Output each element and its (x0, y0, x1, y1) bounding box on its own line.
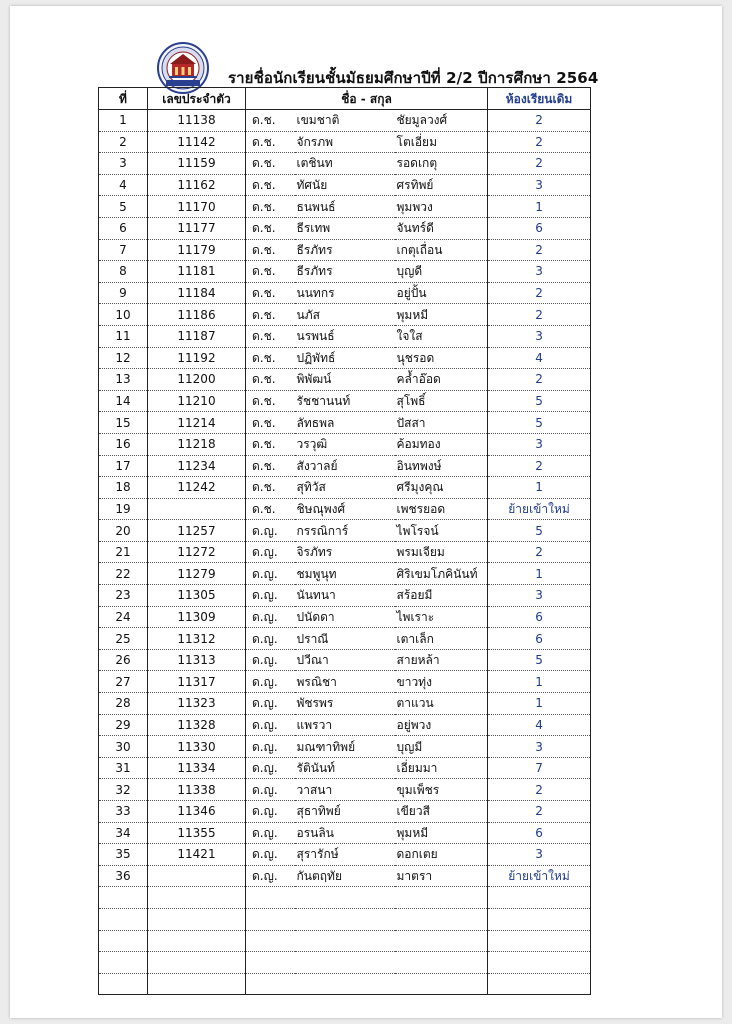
document-title: รายชื่อนักเรียนชั้นมัธยมศึกษาปีที่ 2/2 ปีการศึกษา 2564 (228, 69, 599, 87)
last-name: คล้ำอ๊อด (395, 369, 488, 391)
name-prefix: ด.ญ. (246, 671, 295, 693)
table-row (99, 261, 591, 283)
student-id (148, 887, 246, 909)
name-prefix (246, 908, 295, 930)
table-row (99, 779, 591, 801)
first-name: กรรณิการ์ (295, 520, 395, 542)
name-prefix: ด.ช. (246, 217, 295, 239)
first-name: อรนลิน (295, 822, 395, 844)
table-row (99, 347, 591, 369)
student-id: 11187 (148, 325, 246, 347)
last-name: รอดเกตุ (395, 153, 488, 175)
first-name: จิรภัทร (295, 541, 395, 563)
last-name: มาตรา (395, 865, 488, 887)
student-id: 11186 (148, 304, 246, 326)
name-prefix: ด.ญ. (246, 757, 295, 779)
last-name: ศิริเขมโภคินันท์ (395, 563, 488, 585)
row-number: 16 (99, 433, 148, 455)
last-name: ปัสสา (395, 412, 488, 434)
row-number: 13 (99, 369, 148, 391)
previous-room: 3 (488, 261, 591, 283)
previous-room: 1 (488, 563, 591, 585)
row-number (99, 952, 148, 974)
table-row (99, 153, 591, 175)
row-number: 3 (99, 153, 148, 175)
last-name: นุชรอด (395, 347, 488, 369)
first-name: พัชรพร (295, 693, 395, 715)
table-row (99, 433, 591, 455)
previous-room: 2 (488, 282, 591, 304)
last-name: พุมหมี (395, 822, 488, 844)
last-name: อยู่พวง (395, 714, 488, 736)
row-number (99, 887, 148, 909)
table-row (99, 649, 591, 671)
student-id (148, 908, 246, 930)
student-id: 11210 (148, 390, 246, 412)
last-name (395, 973, 488, 995)
row-number (99, 908, 148, 930)
row-number (99, 973, 148, 995)
table-row (99, 520, 591, 542)
header-student-id: เลขประจำตัว (148, 88, 246, 110)
first-name: เตชินท (295, 153, 395, 175)
row-number: 2 (99, 131, 148, 153)
name-prefix: ด.ญ. (246, 628, 295, 650)
previous-room: 2 (488, 304, 591, 326)
last-name: ดอกเตย (395, 844, 488, 866)
name-prefix: ด.ช. (246, 390, 295, 412)
last-name: ศรีมุงคุณ (395, 477, 488, 499)
student-id: 11330 (148, 736, 246, 758)
name-prefix: ด.ช. (246, 261, 295, 283)
student-id: 11355 (148, 822, 246, 844)
first-name: นันทนา (295, 585, 395, 607)
student-id: 11214 (148, 412, 246, 434)
header-no: ที่ (99, 88, 148, 110)
last-name: ตาแวน (395, 693, 488, 715)
student-id: 11184 (148, 282, 246, 304)
student-id: 11279 (148, 563, 246, 585)
first-name: สุรารักษ์ (295, 844, 395, 866)
first-name: นนทกร (295, 282, 395, 304)
previous-room: 4 (488, 714, 591, 736)
name-prefix: ด.ญ. (246, 736, 295, 758)
name-prefix: ด.ช. (246, 477, 295, 499)
first-name: เขมชาติ (295, 110, 395, 132)
last-name: ไพโรจน์ (395, 520, 488, 542)
table-row (99, 952, 591, 974)
first-name: วาสนา (295, 779, 395, 801)
row-number: 35 (99, 844, 148, 866)
first-name: ธีรเทพ (295, 217, 395, 239)
student-id: 11159 (148, 153, 246, 175)
row-number: 20 (99, 520, 148, 542)
row-number: 9 (99, 282, 148, 304)
row-number: 8 (99, 261, 148, 283)
student-id: 11162 (148, 174, 246, 196)
table-row (99, 325, 591, 347)
row-number: 25 (99, 628, 148, 650)
student-id: 11317 (148, 671, 246, 693)
last-name: สร้อยมี (395, 585, 488, 607)
header-room: ห้องเรียนเดิม (488, 88, 591, 110)
table-row (99, 844, 591, 866)
student-id (148, 973, 246, 995)
name-prefix (246, 930, 295, 952)
last-name: โตเอี่ยม (395, 131, 488, 153)
previous-room (488, 973, 591, 995)
name-prefix (246, 952, 295, 974)
previous-room (488, 887, 591, 909)
row-number: 1 (99, 110, 148, 132)
table-row (99, 973, 591, 995)
last-name: พุมหมี (395, 304, 488, 326)
table-row (99, 736, 591, 758)
name-prefix: ด.ช. (246, 325, 295, 347)
last-name: พรมเจียม (395, 541, 488, 563)
table-row (99, 304, 591, 326)
table-row (99, 477, 591, 499)
student-id: 11170 (148, 196, 246, 218)
table-row (99, 541, 591, 563)
last-name: ใจใส (395, 325, 488, 347)
table-row (99, 412, 591, 434)
name-prefix: ด.ช. (246, 239, 295, 261)
last-name (395, 908, 488, 930)
last-name: บุญมี (395, 736, 488, 758)
name-prefix: ด.ญ. (246, 520, 295, 542)
student-id: 11257 (148, 520, 246, 542)
previous-room (488, 908, 591, 930)
name-prefix: ด.ญ. (246, 822, 295, 844)
row-number: 14 (99, 390, 148, 412)
first-name: นภัส (295, 304, 395, 326)
row-number: 11 (99, 325, 148, 347)
student-id: 11272 (148, 541, 246, 563)
row-number: 23 (99, 585, 148, 607)
row-number: 19 (99, 498, 148, 520)
name-prefix (246, 973, 295, 995)
table-row (99, 606, 591, 628)
name-prefix: ด.ช. (246, 498, 295, 520)
name-prefix: ด.ญ. (246, 779, 295, 801)
name-prefix: ด.ญ. (246, 844, 295, 866)
previous-room: 5 (488, 520, 591, 542)
row-number: 21 (99, 541, 148, 563)
previous-room: 1 (488, 477, 591, 499)
previous-room: 3 (488, 325, 591, 347)
table-row (99, 714, 591, 736)
row-number: 28 (99, 693, 148, 715)
name-prefix: ด.ช. (246, 304, 295, 326)
previous-room: 3 (488, 736, 591, 758)
first-name (295, 930, 395, 952)
name-prefix: ด.ช. (246, 433, 295, 455)
row-number: 12 (99, 347, 148, 369)
student-id (148, 930, 246, 952)
table-row (99, 239, 591, 261)
first-name: พิพัฒน์ (295, 369, 395, 391)
table-row (99, 131, 591, 153)
name-prefix: ด.ญ. (246, 563, 295, 585)
name-prefix: ด.ญ. (246, 693, 295, 715)
last-name: อินทพงษ์ (395, 455, 488, 477)
row-number: 24 (99, 606, 148, 628)
name-prefix: ด.ญ. (246, 649, 295, 671)
first-name: รัชชานนท์ (295, 390, 395, 412)
student-id: 11421 (148, 844, 246, 866)
student-id: 11305 (148, 585, 246, 607)
table-row (99, 390, 591, 412)
first-name: แพรวา (295, 714, 395, 736)
student-id: 11346 (148, 801, 246, 823)
table-row (99, 455, 591, 477)
row-number: 5 (99, 196, 148, 218)
name-prefix: ด.ช. (246, 153, 295, 175)
name-prefix: ด.ช. (246, 110, 295, 132)
last-name: เตาเล็ก (395, 628, 488, 650)
student-id: 11338 (148, 779, 246, 801)
student-id: 11242 (148, 477, 246, 499)
previous-room: 3 (488, 844, 591, 866)
name-prefix: ด.ญ. (246, 714, 295, 736)
first-name (295, 973, 395, 995)
student-id: 11138 (148, 110, 246, 132)
first-name: วรวุฒิ (295, 433, 395, 455)
previous-room: 2 (488, 369, 591, 391)
table-row (99, 822, 591, 844)
previous-room: 2 (488, 153, 591, 175)
last-name: ศรทิพย์ (395, 174, 488, 196)
last-name: ไพเราะ (395, 606, 488, 628)
student-id: 11200 (148, 369, 246, 391)
previous-room: 6 (488, 217, 591, 239)
first-name: ธนพนธ์ (295, 196, 395, 218)
student-id: 11323 (148, 693, 246, 715)
previous-room: 1 (488, 196, 591, 218)
table-row (99, 217, 591, 239)
name-prefix: ด.ญ. (246, 585, 295, 607)
header-name: ชื่อ - สกุล (246, 88, 488, 110)
row-number: 15 (99, 412, 148, 434)
row-number: 17 (99, 455, 148, 477)
first-name: พรณิชา (295, 671, 395, 693)
table-row (99, 693, 591, 715)
name-prefix (246, 887, 295, 909)
name-prefix: ด.ช. (246, 455, 295, 477)
name-prefix: ด.ญ. (246, 606, 295, 628)
table-row (99, 282, 591, 304)
first-name: ชิษณุพงศ์ (295, 498, 395, 520)
previous-room: 2 (488, 239, 591, 261)
table-row (99, 585, 591, 607)
first-name: ทัศนัย (295, 174, 395, 196)
previous-room: 1 (488, 671, 591, 693)
student-id (148, 952, 246, 974)
student-id: 11328 (148, 714, 246, 736)
row-number (99, 930, 148, 952)
previous-room: 2 (488, 131, 591, 153)
previous-room: 5 (488, 412, 591, 434)
row-number: 29 (99, 714, 148, 736)
first-name: จักรภพ (295, 131, 395, 153)
previous-room: 5 (488, 390, 591, 412)
student-id: 11142 (148, 131, 246, 153)
table-row (99, 671, 591, 693)
name-prefix: ด.ญ. (246, 865, 295, 887)
previous-room: 3 (488, 174, 591, 196)
first-name: ปวีณา (295, 649, 395, 671)
first-name: รัตินันท์ (295, 757, 395, 779)
row-number: 6 (99, 217, 148, 239)
first-name (295, 952, 395, 974)
previous-room (488, 930, 591, 952)
previous-room: 2 (488, 110, 591, 132)
table-body (99, 110, 591, 995)
last-name: ขุมเพ็ชร (395, 779, 488, 801)
previous-room: 1 (488, 693, 591, 715)
previous-room: 6 (488, 606, 591, 628)
row-number: 33 (99, 801, 148, 823)
table-row (99, 930, 591, 952)
previous-room: ย้ายเข้าใหม่ (488, 865, 591, 887)
previous-room: ย้ายเข้าใหม่ (488, 498, 591, 520)
last-name (395, 930, 488, 952)
name-prefix: ด.ช. (246, 174, 295, 196)
last-name: บุญดี (395, 261, 488, 283)
last-name: สายหล้า (395, 649, 488, 671)
table-row (99, 174, 591, 196)
first-name: กันตฤทัย (295, 865, 395, 887)
table-row (99, 110, 591, 132)
last-name: เกตุเถื่อน (395, 239, 488, 261)
last-name: พุมพวง (395, 196, 488, 218)
first-name: นรพนธ์ (295, 325, 395, 347)
table-row (99, 196, 591, 218)
first-name (295, 887, 395, 909)
first-name: ธีรภัทร (295, 239, 395, 261)
student-id: 11309 (148, 606, 246, 628)
table-row (99, 498, 591, 520)
first-name: ลัทธพล (295, 412, 395, 434)
student-id: 11179 (148, 239, 246, 261)
last-name: ค้อมทอง (395, 433, 488, 455)
first-name: สุธาทิพย์ (295, 801, 395, 823)
table-row (99, 757, 591, 779)
student-id: 11313 (148, 649, 246, 671)
last-name: ชัยมูลวงศ์ (395, 110, 488, 132)
first-name: ปนัดดา (295, 606, 395, 628)
table-row (99, 369, 591, 391)
table-row (99, 801, 591, 823)
previous-room: 6 (488, 822, 591, 844)
first-name: ธีรภัทร (295, 261, 395, 283)
table-row (99, 563, 591, 585)
previous-room: 7 (488, 757, 591, 779)
first-name: ปราณี (295, 628, 395, 650)
row-number: 4 (99, 174, 148, 196)
previous-room: 6 (488, 628, 591, 650)
row-number: 7 (99, 239, 148, 261)
row-number: 31 (99, 757, 148, 779)
first-name: มณฑาทิพย์ (295, 736, 395, 758)
previous-room: 3 (488, 585, 591, 607)
previous-room: 5 (488, 649, 591, 671)
last-name: อยู่ปั้น (395, 282, 488, 304)
table-row (99, 908, 591, 930)
student-id: 11177 (148, 217, 246, 239)
previous-room: 2 (488, 455, 591, 477)
student-id: 11312 (148, 628, 246, 650)
first-name: สุทิวัส (295, 477, 395, 499)
student-id (148, 865, 246, 887)
last-name: จันทร์ดี (395, 217, 488, 239)
name-prefix: ด.ช. (246, 196, 295, 218)
row-number: 30 (99, 736, 148, 758)
student-id: 11192 (148, 347, 246, 369)
name-prefix: ด.ช. (246, 347, 295, 369)
previous-room (488, 952, 591, 974)
first-name: ชมพูนุท (295, 563, 395, 585)
student-id (148, 498, 246, 520)
previous-room: 2 (488, 779, 591, 801)
name-prefix: ด.ช. (246, 131, 295, 153)
row-number: 22 (99, 563, 148, 585)
student-id: 11234 (148, 455, 246, 477)
last-name: เอี่ยมมา (395, 757, 488, 779)
student-id: 11218 (148, 433, 246, 455)
student-roster-table (98, 87, 591, 995)
first-name: ปฏิพัทธ์ (295, 347, 395, 369)
previous-room: 2 (488, 541, 591, 563)
name-prefix: ด.ญ. (246, 541, 295, 563)
first-name: สังวาลย์ (295, 455, 395, 477)
table-row (99, 628, 591, 650)
previous-room: 3 (488, 433, 591, 455)
row-number: 27 (99, 671, 148, 693)
last-name: ขาวทุ่ง (395, 671, 488, 693)
previous-room: 2 (488, 801, 591, 823)
name-prefix: ด.ช. (246, 369, 295, 391)
table-row (99, 865, 591, 887)
name-prefix: ด.ช. (246, 412, 295, 434)
name-prefix: ด.ช. (246, 282, 295, 304)
last-name: สุโพธิ์ (395, 390, 488, 412)
table-row (99, 887, 591, 909)
row-number: 36 (99, 865, 148, 887)
table-header-row (99, 88, 591, 110)
row-number: 26 (99, 649, 148, 671)
row-number: 18 (99, 477, 148, 499)
last-name (395, 952, 488, 974)
name-prefix: ด.ญ. (246, 801, 295, 823)
first-name (295, 908, 395, 930)
last-name: เขียวสี (395, 801, 488, 823)
row-number: 10 (99, 304, 148, 326)
row-number: 32 (99, 779, 148, 801)
last-name: เพชรยอด (395, 498, 488, 520)
student-id: 11334 (148, 757, 246, 779)
previous-room: 4 (488, 347, 591, 369)
row-number: 34 (99, 822, 148, 844)
last-name (395, 887, 488, 909)
student-id: 11181 (148, 261, 246, 283)
